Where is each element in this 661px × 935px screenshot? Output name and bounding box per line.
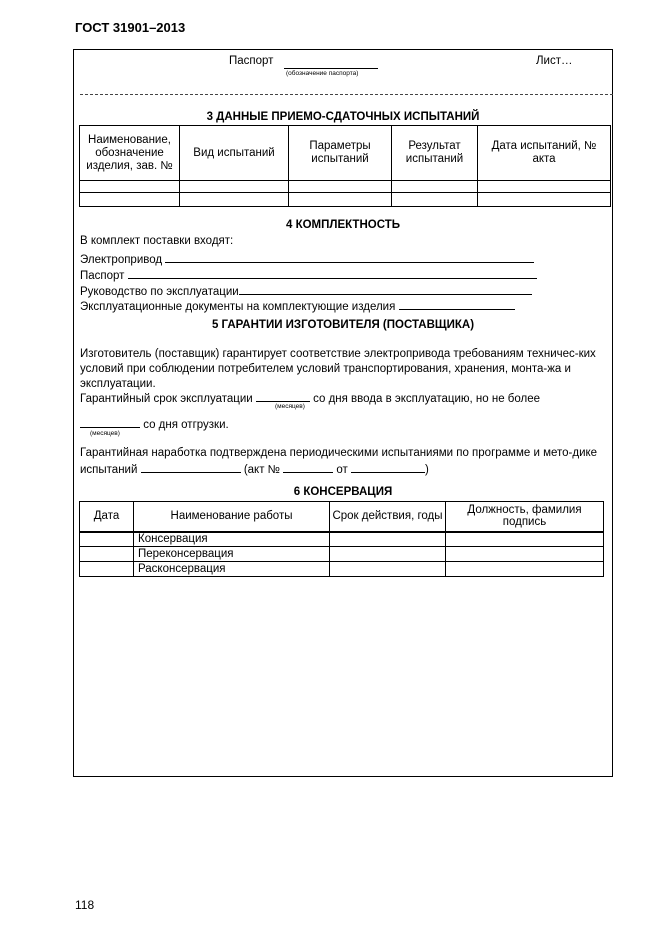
row-deconservation: Расконсервация [134,562,330,577]
section4-intro: В комплект поставки входят: [80,235,234,247]
item-electric-drive: Электропривод [80,251,534,266]
col-work-name: Наименование работы [134,502,330,532]
separator-line [80,94,613,95]
item-manual: Руководство по эксплуатации [80,283,532,298]
sheet-label: Лист… [536,55,573,67]
col-signature: Должность, фамилия подпись [446,502,604,532]
item-component-docs: Эксплуатационные документы на комплектующие изделия [80,298,515,313]
col-test-params: Параметры испытаний [289,126,392,181]
passport-sublabel: (обозначение паспорта) [286,70,359,77]
passport-blank [284,68,378,69]
col-test-result: Результат испытаний [392,126,478,181]
warranty-term-line: Гарантийный срок эксплуатации со дня ввода в эксплуатацию, но не более [80,390,540,405]
col-test-date: Дата испытаний, № акта [478,126,611,181]
table-row [80,193,611,207]
warranty-paragraph: Изготовитель (поставщик) гарантирует соответствие электропривода требованиям техничес-ких условий при соблюдении потребителем условий транспортирования, хранения, монта-жа и эксплуатации. [80,348,596,390]
item-passport: Паспорт [80,267,537,282]
passport-label: Паспорт [229,55,274,67]
months-note-2: (месяцев) [90,430,120,437]
section5-title: 5 ГАРАНТИИ ИЗГОТОВИТЕЛЯ (ПОСТАВЩИКА) [211,319,475,331]
document-header: ГОСТ 31901–2013 [75,20,186,35]
tested-life-paragraph: Гарантийная наработка подтверждена периодическими испытаниями по программе и мето-дике испытаний (акт № от ) [80,447,598,476]
section6-title: 6 КОНСЕРВАЦИЯ [293,486,393,498]
months-note: (месяцев) [275,403,305,410]
row-conservation: Консервация [134,532,330,547]
col-validity: Срок действия, годы [330,502,446,532]
row-reconservation: Переконсервация [134,547,330,562]
col-test-type: Вид испытаний [180,126,289,181]
table-row [80,532,604,547]
section4-title: 4 КОМПЛЕКТНОСТЬ [285,219,401,231]
page-number: 118 [75,898,95,912]
acceptance-test-table [79,125,611,207]
section3-title: 3 ДАННЫЕ ПРИЕМО-СДАТОЧНЫХ ИСПЫТАНИЙ [206,111,480,123]
conservation-table [79,501,604,577]
col-item: Наименование, обозначение изделия, зав. № [80,126,180,181]
shipment-term-line: со дня отгрузки. [80,416,229,431]
col-date: Дата [80,502,134,532]
table-row [80,547,604,562]
table-row [80,562,604,577]
table-row [80,181,611,193]
